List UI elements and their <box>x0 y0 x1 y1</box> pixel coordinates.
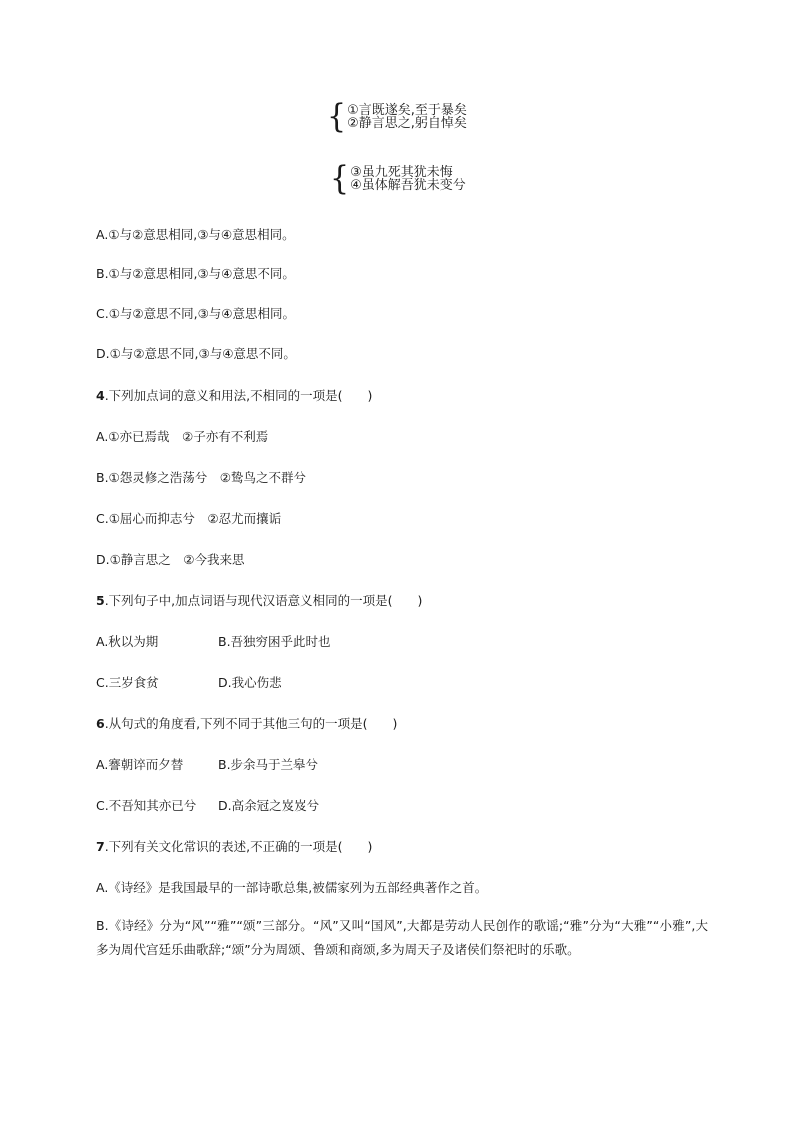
q5-option-b: B.吾独穷困乎此时也 <box>218 634 331 649</box>
q6-option-a: A.謇朝谇而夕替 <box>96 757 184 772</box>
q4-option-b: B.①怨灵修之浩荡兮 ②鸷鸟之不群兮 <box>96 470 306 485</box>
q3-option-c: C.①与②意思不同,③与④意思相同。 <box>96 306 295 321</box>
brace-glyph: { <box>330 159 350 198</box>
q5-option-d: D.我心伤悲 <box>218 675 282 690</box>
q6-stem <box>96 715 397 733</box>
q3-option-b: B.①与②意思相同,③与④意思不同。 <box>96 266 295 281</box>
q5-text: .下列句子中,加点词语与现代汉语意义相同的一项是( ) <box>104 593 423 608</box>
q7-stem <box>96 838 372 856</box>
q7-option-a: A.《诗经》是我国最早的一部诗歌总集,被儒家列为五部经典著作之首。 <box>96 880 488 895</box>
q4-option-a: A.①亦已焉哉 ②子亦有不利焉 <box>96 429 269 444</box>
q4-stem <box>96 387 372 405</box>
q3-option-d: D.①与②意思不同,③与④意思不同。 <box>96 346 296 361</box>
q6-option-d: D.高余冠之岌岌兮 <box>218 798 320 813</box>
q6-option-c: C.不吾知其亦已兮 <box>96 798 197 813</box>
q4-option-d: D.①静言思之 ②今我来思 <box>96 552 245 567</box>
q4-text: .下列加点词的意义和用法,不相同的一项是( ) <box>104 388 373 403</box>
sentence-group-1 <box>327 97 467 136</box>
q5-stem <box>96 592 422 610</box>
sentence-3: ③虽九死其犹未悔 <box>350 165 453 180</box>
sentence-2: ②静言思之,躬自悼矣 <box>347 116 467 131</box>
q7-option-b: B.《诗经》分为“风”“雅”“颂”三部分。“风”又叫“国风”,大都是劳动人民创作的歌谣;“雅”分为“大雅”“小雅”,大多为周代宫廷乐曲歌辞;“颂”分为周颂、鲁颂和商颂,多为周天子及诸侯们祭祀时的乐歌。 <box>96 918 708 957</box>
q4-number: 4 <box>96 388 105 403</box>
sentence-group-2 <box>330 159 466 198</box>
q6-text: .从句式的角度看,下列不同于其他三句的一项是( ) <box>104 716 398 731</box>
brace-glyph: { <box>327 97 347 136</box>
q6-number: 6 <box>96 716 105 731</box>
q7-number: 7 <box>96 839 105 854</box>
q4-option-c: C.①屈心而抑志兮 ②忍尤而攘诟 <box>96 511 282 526</box>
q5-option-c: C.三岁食贫 <box>96 675 159 690</box>
q5-option-a: A.秋以为期 <box>96 634 159 649</box>
q5-number: 5 <box>96 593 105 608</box>
q6-option-b: B.步余马于兰皋兮 <box>218 757 319 772</box>
sentence-4: ④虽体解吾犹未变兮 <box>350 178 466 193</box>
sentence-1: ①言既遂矣,至于暴矣 <box>347 103 467 118</box>
q7-text: .下列有关文化常识的表述,不正确的一项是( ) <box>104 839 373 854</box>
q3-option-a: A.①与②意思相同,③与④意思相同。 <box>96 227 295 242</box>
